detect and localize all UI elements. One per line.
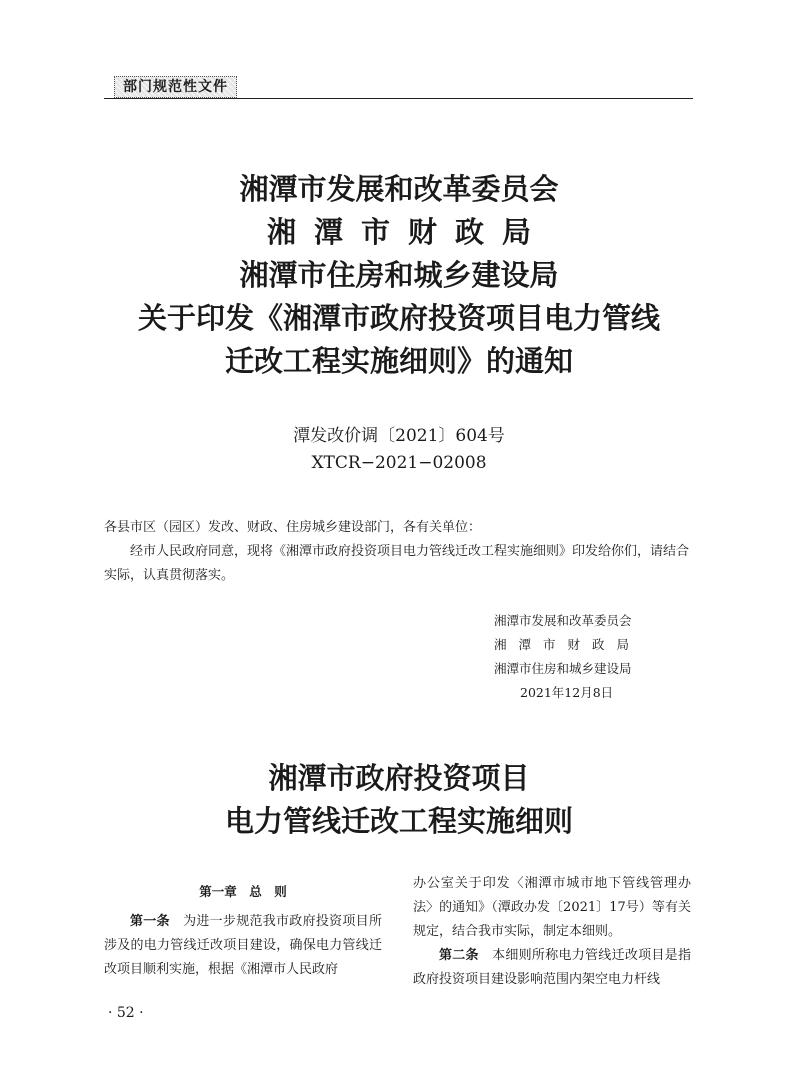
article-1-continuation: 办公室关于印发〈湘潭市城市地下管线管理办法〉的通知》（潭政办发〔2021〕17号）等有关规定，结合我市实际，制定本细则。 — [413, 876, 691, 939]
title-line-4: 关于印发《湘潭市政府投资项目电力管线 — [137, 301, 660, 335]
document-number: 潭发改价调〔2021〕604号 — [293, 426, 505, 446]
article-2 — [413, 944, 691, 992]
signature-org-3: 湘潭市住房和城乡建设局 — [494, 661, 632, 676]
notice-paragraph: 经市人民政府同意，现将《湘潭市政府投资项目电力管线迁改工程实施细则》印发给你们，请结合实际，认真贯彻落实。 — [104, 544, 690, 583]
addressee: 各县市区（园区）发改、财政、住房城乡建设部门，各有关单位： — [104, 520, 482, 535]
header-divider — [104, 98, 693, 99]
title-line-5: 迁改工程实施细则》的通知 — [224, 344, 573, 378]
signature-date: 2021年12月8日 — [520, 685, 614, 700]
notice-title — [104, 168, 694, 383]
page-number: · 52 · — [108, 1005, 144, 1021]
document-numbers — [104, 423, 694, 477]
rules-title-line-2: 电力管线迁改工程实施细则 — [224, 804, 573, 838]
signature-org-2: 湘潭市财政局 — [494, 637, 642, 652]
document-category-tag: 部门规范性文件 — [114, 76, 237, 98]
article-1 — [104, 910, 382, 982]
article-2-label: 第二条 — [439, 948, 479, 963]
signature-block — [494, 609, 641, 705]
rules-title — [104, 757, 694, 843]
article-2-text: 本细则所称电力管线迁改项目是指政府投资项目建设影响范围内架空电力杆线 — [413, 948, 691, 987]
title-line-3: 湘潭市住房和城乡建设局 — [239, 258, 559, 292]
rules-title-line-1: 湘潭市政府投资项目 — [268, 761, 530, 795]
article-1-label: 第一条 — [130, 914, 170, 929]
article-1-text-left: 为进一步规范我市政府投资项目所涉及的电力管线迁改项目建设，确保电力管线迁改项目顺利实施，根据《湘潭市人民政府 — [104, 914, 382, 977]
title-line-2: 湘潭市财政局 — [266, 215, 549, 249]
title-line-1: 湘潭市发展和改革委员会 — [239, 172, 559, 206]
notice-body — [104, 516, 692, 588]
text-column-right — [413, 872, 691, 992]
document-code: XTCR−2021−02008 — [311, 453, 487, 473]
signature-org-1: 湘潭市发展和改革委员会 — [494, 613, 632, 628]
text-column-left — [104, 872, 382, 982]
chapter-heading: 第一章 总 则 — [199, 884, 287, 899]
